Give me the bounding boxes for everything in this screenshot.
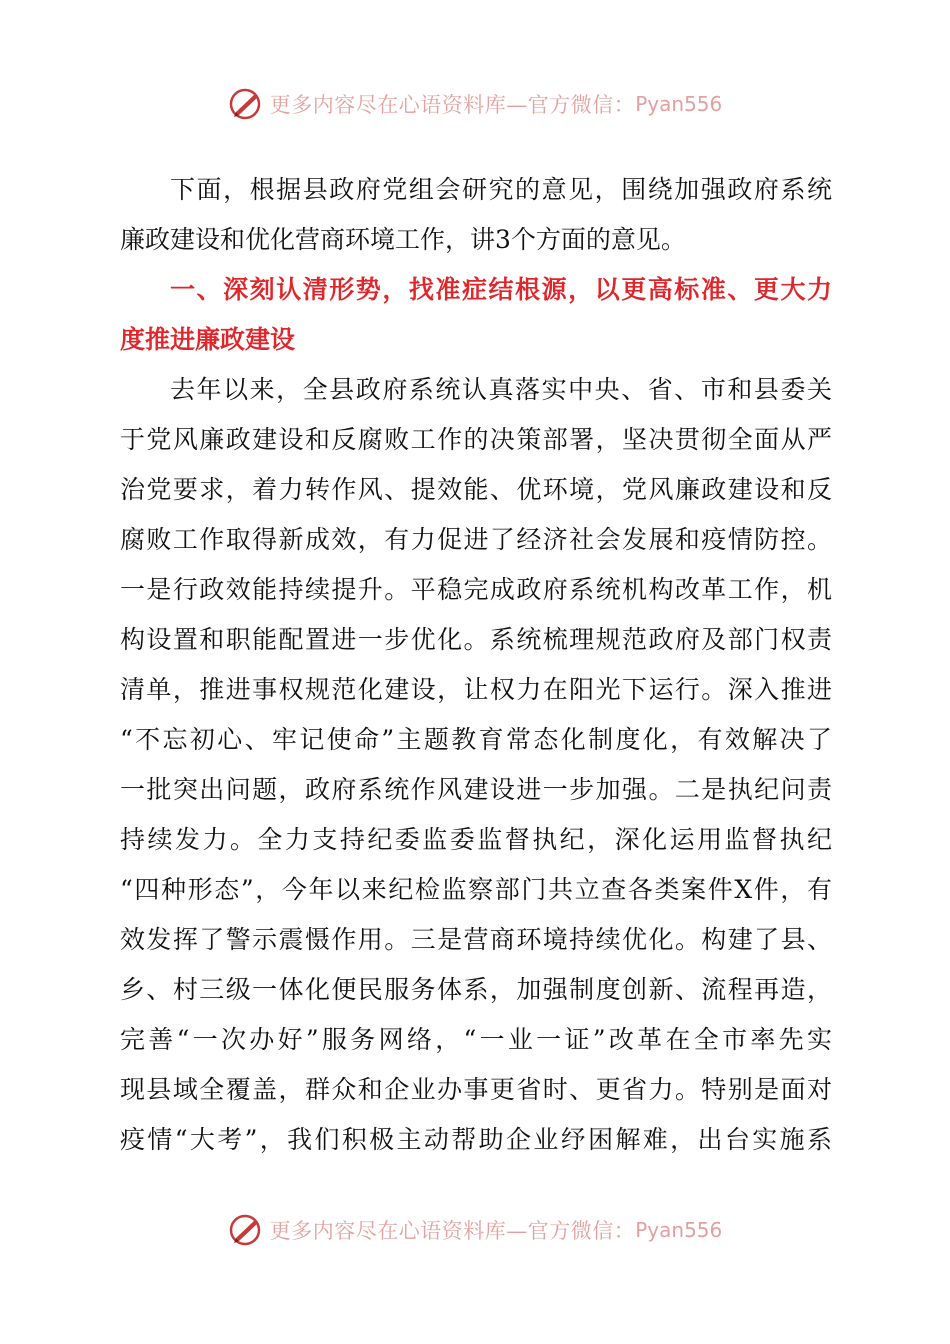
paragraph-line: “不忘初心、牢记使命”主题教育常态化制度化，有效解决了	[120, 725, 832, 754]
paragraph-line: 治党要求，着力转作风、提效能、优环境，党风廉政建设和反	[120, 475, 832, 504]
document-body	[120, 165, 832, 1165]
watermark-text: 更多内容尽在心语资料库—官方微信：	[269, 93, 636, 117]
paragraph-line: 一批突出问题，政府系统作风建设进一步加强。二是执纪问责	[120, 775, 832, 804]
watermark-wechat-id: Pyan556	[635, 92, 723, 116]
paragraph-line: 一是行政效能持续提升。平稳完成政府系统机构改革工作，机	[120, 575, 832, 604]
intro-line: 下面，根据县政府党组会研究的意见，围绕加强政府系统	[170, 175, 832, 204]
watermark-wechat-id: Pyan556	[635, 1218, 723, 1242]
watermark-header	[0, 84, 950, 124]
pen-logo-icon	[228, 86, 264, 122]
paragraph-line: 构设置和职能配置进一步优化。系统梳理规范政府及部门权责	[120, 625, 832, 654]
paragraph-line: 于党风廉政建设和反腐败工作的决策部署，坚决贯彻全面从严	[120, 425, 832, 454]
paragraph-line: 清单，推进事权规范化建设，让权力在阳光下运行。深入推进	[120, 675, 832, 704]
paragraph-line: 乡、村三级一体化便民服务体系，加强制度创新、流程再造，	[120, 975, 832, 1004]
section-heading: 度推进廉政建设	[120, 325, 296, 354]
watermark-footer	[0, 1210, 950, 1250]
paragraph-line: 疫情“大考”，我们积极主动帮助企业纾困解难，出台实施系	[120, 1125, 832, 1154]
intro-line: 廉政建设和优化营商环境工作，讲3个方面的意见。	[120, 225, 686, 254]
pen-logo-icon	[228, 1212, 264, 1248]
paragraph-line: 持续发力。全力支持纪委监委监督执纪，深化运用监督执纪	[120, 825, 832, 854]
paragraph-line: 去年以来，全县政府系统认真落实中央、省、市和县委关	[170, 375, 832, 404]
paragraph-line: 效发挥了警示震慑作用。三是营商环境持续优化。构建了县、	[120, 925, 832, 954]
paragraph-line: 腐败工作取得新成效，有力促进了经济社会发展和疫情防控。	[120, 525, 832, 554]
paragraph-line: 完善“一次办好”服务网络，“一业一证”改革在全市率先实	[120, 1025, 832, 1054]
paragraph-line: “四种形态”，今年以来纪检监察部门共立查各类案件X件，有	[120, 875, 832, 904]
watermark-text: 更多内容尽在心语资料库—官方微信：	[269, 1219, 636, 1243]
paragraph-line: 现县域全覆盖，群众和企业办事更省时、更省力。特别是面对	[120, 1075, 832, 1104]
section-heading: 一、深刻认清形势，找准症结根源，以更高标准、更大力	[170, 275, 832, 304]
